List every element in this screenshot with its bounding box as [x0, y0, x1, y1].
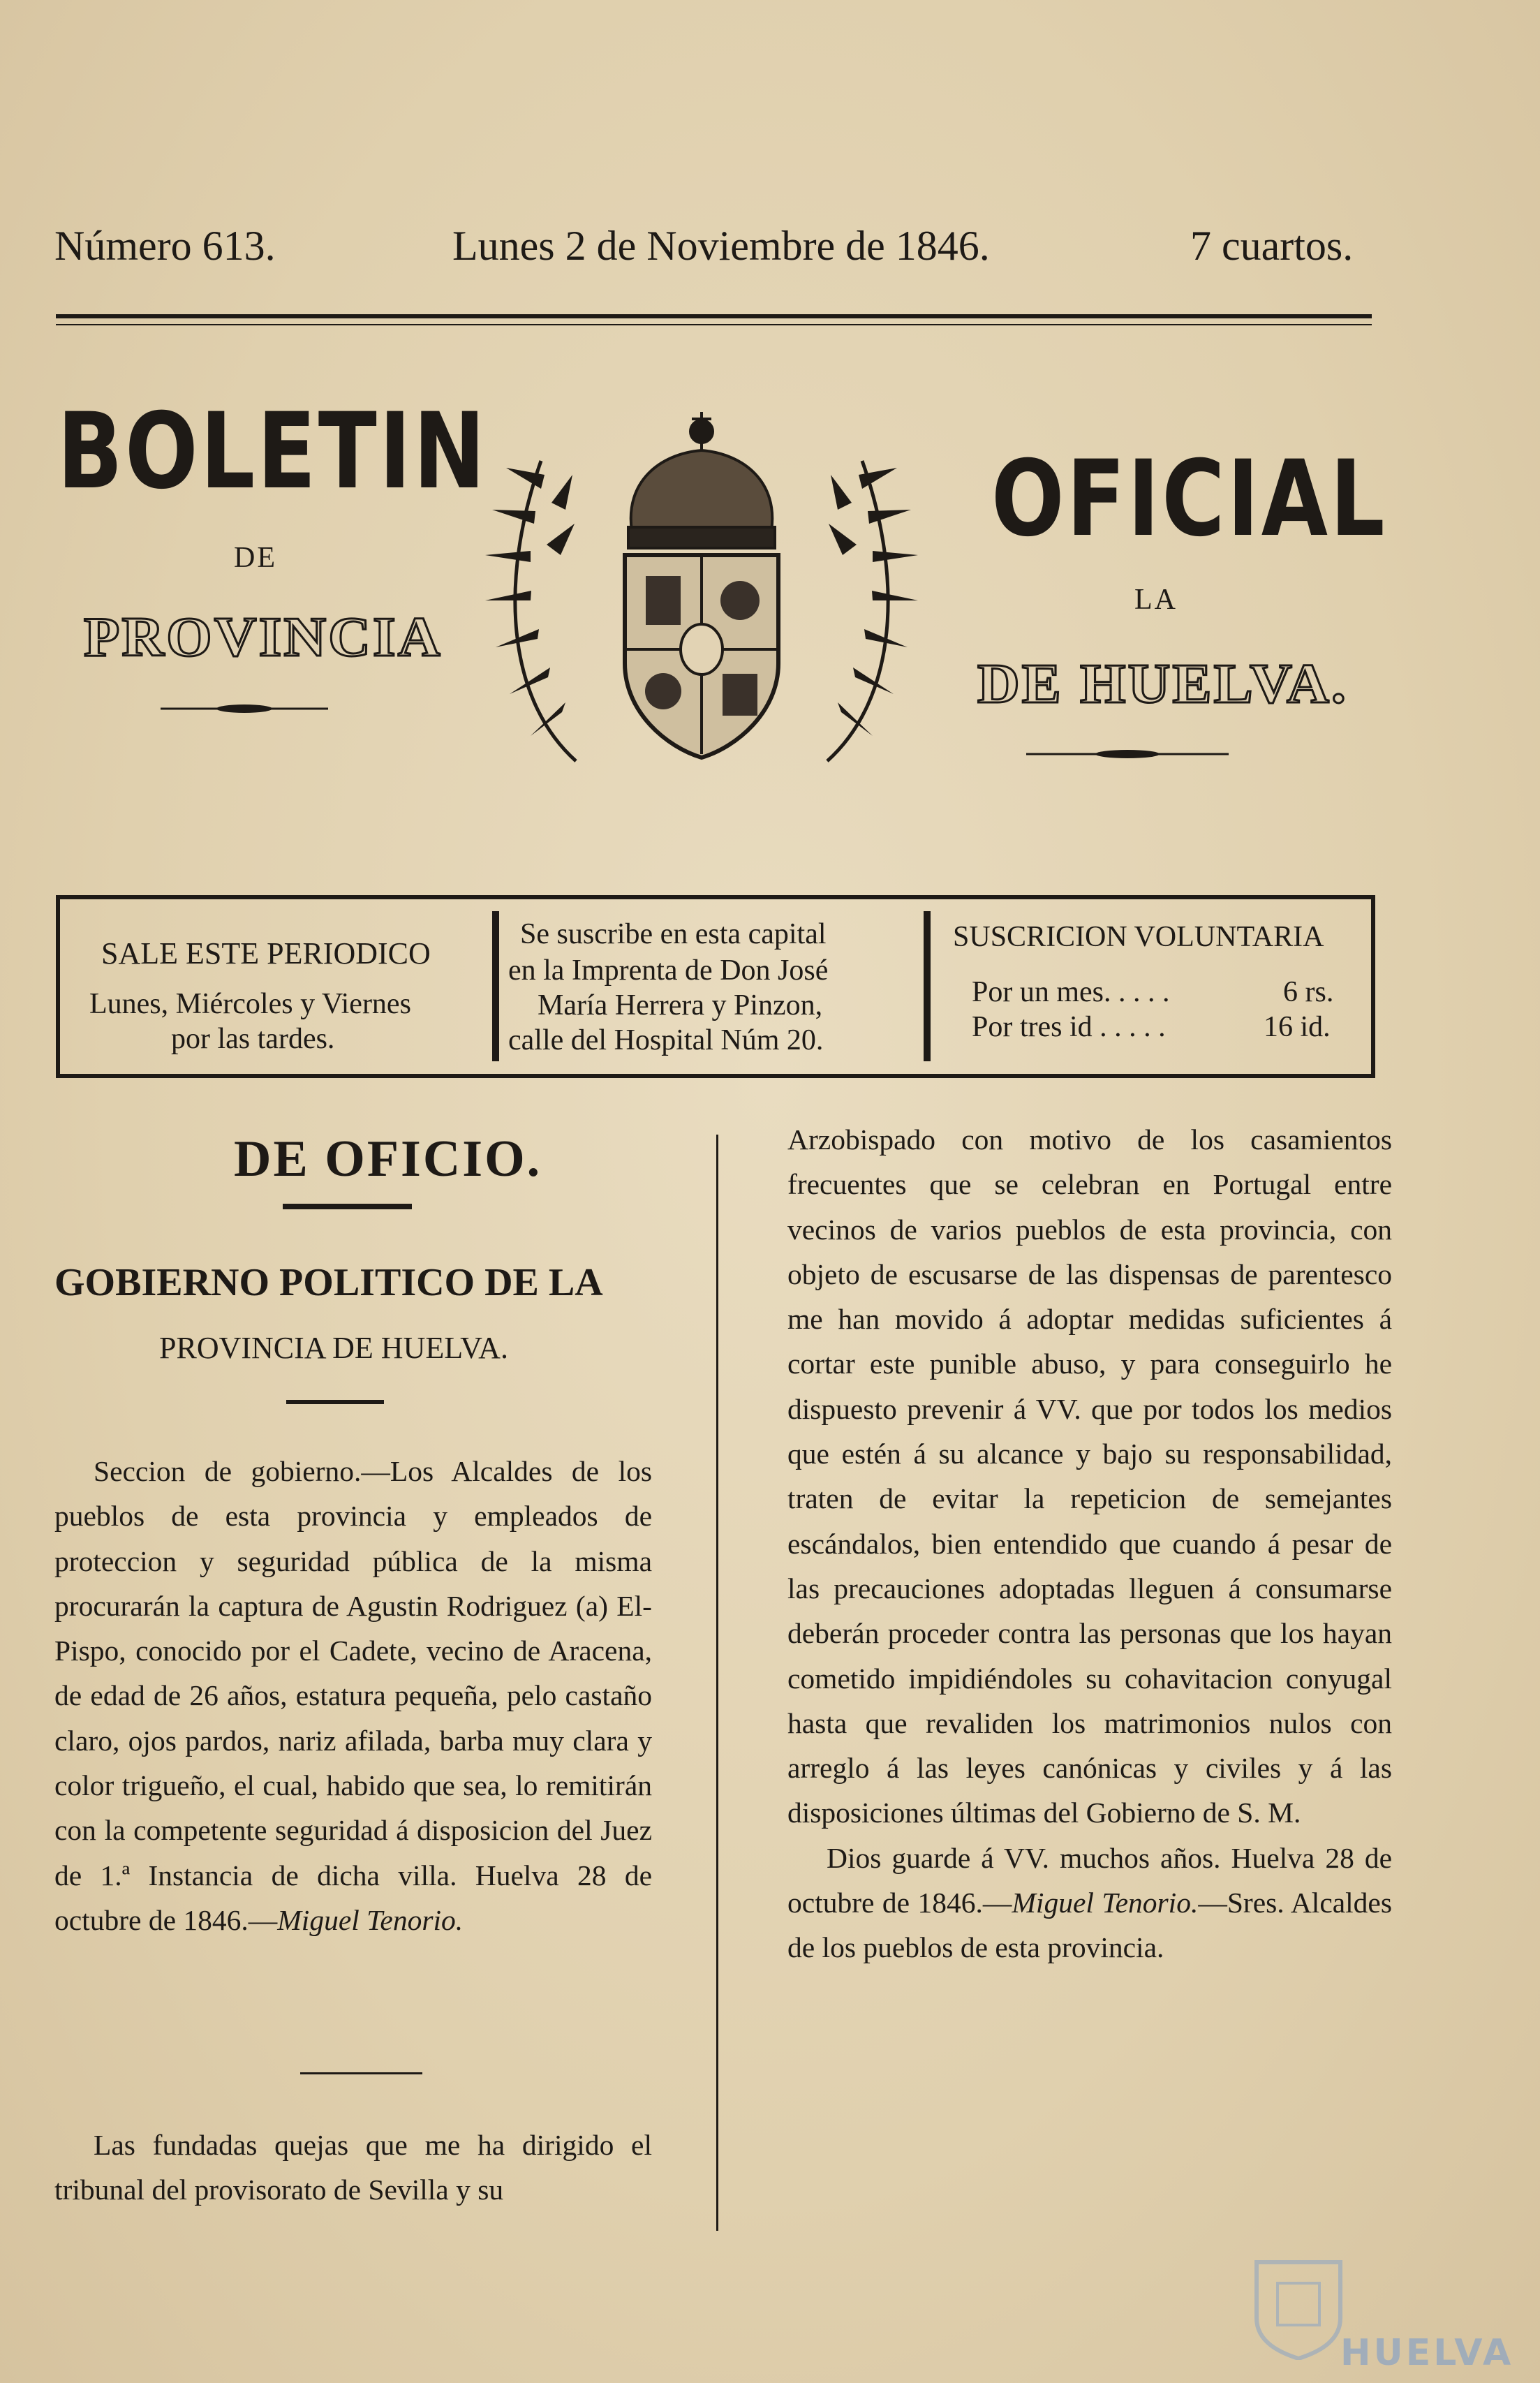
- issue-price: 7 cuartos.: [1190, 223, 1354, 269]
- masthead-provincia: PROVINCIA: [84, 607, 443, 668]
- right-article-para-1: Arzobispado con motivo de los casamientos frecuentes que se celebran en Portugal entre vecinos de varios pueblos de esta provincia, con objeto de escusarse de las dispensas de parentesco me han movido á adoptar medidas suficientes á cortar este punible abuso, y para conseguirlo he dispuesto prevenir á VV. que por todos los medios que estén á su alcance y bajo su responsabilidad, traten de evitar la repeticion de semejantes escándalos, bien entendido que cuando á pesar de las precauciones adoptadas lleguen á consumarse deberán proceder contra las personas que los hayan cometido impidiéndoles su cohavitacion conyugal hasta que revaliden los matrimonios nulos con arreglo á las leyes canónicas y civiles y á las disposiciones últimas del Gobierno de S. M.: [787, 1123, 1392, 1829]
- infobox-middle-line-3: María Herrera y Pinzon,: [538, 989, 823, 1021]
- archive-watermark-label: HUELVA: [1340, 2332, 1514, 2374]
- right-article-signature: Miguel Tenorio.: [1012, 1887, 1199, 1919]
- infobox-left-line-3: por las tardes.: [171, 1023, 335, 1055]
- infobox-rate-label-1: Por un mes. . . . .: [972, 976, 1170, 1008]
- gov-title: GOBIERNO POLITICO DE LA: [54, 1261, 603, 1304]
- infobox-left-rule: [56, 895, 60, 1078]
- right-article: [787, 1117, 1392, 1970]
- masthead-de-huelva: DE HUELVA.: [977, 654, 1349, 715]
- coat-of-arms-icon: [457, 398, 946, 789]
- infobox-middle-line-4: calle del Hospital Núm 20.: [508, 1024, 824, 1056]
- header-rule-bottom: [56, 324, 1372, 325]
- right-article-para-2: Dios guarde á VV. muchos años. Huelva 28 de octubre de 1846.—: [787, 1841, 1392, 1919]
- de-oficio-rule: [283, 1204, 412, 1209]
- masthead-la: LA: [1134, 584, 1178, 616]
- section-title-de-oficio: DE OFICIO.: [234, 1130, 542, 1188]
- infobox-bottom-rule: [56, 1074, 1375, 1078]
- infobox-left-line-2: Lunes, Miércoles y Viernes: [89, 988, 411, 1020]
- masthead-de: DE: [234, 542, 277, 574]
- issue-number: Número 613.: [54, 223, 276, 269]
- infobox-middle-line-2: en la Imprenta de Don José: [508, 954, 829, 987]
- left-article-1-signature: Miguel Tenorio.: [277, 1903, 464, 1936]
- left-article-2: [54, 2123, 652, 2213]
- masthead-boletin: BOLETIN: [57, 391, 488, 512]
- column-divider: [716, 1135, 718, 2231]
- infobox-rate-label-2: Por tres id . . . . .: [972, 1011, 1166, 1043]
- infobox-divider-1: [492, 911, 499, 1061]
- masthead-oficial: OFICIAL: [991, 438, 1387, 560]
- infobox-left-title: SALE ESTE PERIODICO: [101, 936, 431, 971]
- infobox-rate-value-2: 16 id.: [1264, 1011, 1331, 1043]
- right-article-para-2-end: —Sres. Alcaldes de los pueblos de esta provincia.: [787, 1887, 1393, 1964]
- infobox-rate-value-1: 6 rs.: [1283, 976, 1334, 1008]
- infobox-top-rule: [56, 895, 1375, 899]
- issue-date: Lunes 2 de Noviembre de 1846.: [452, 223, 990, 269]
- infobox-divider-2: [924, 911, 931, 1061]
- flourish-right-icon: [1026, 744, 1229, 765]
- left-article-2-text: Las fundadas quejas que me ha dirigido el tribunal del provisorato de Sevilla y su: [54, 2129, 652, 2206]
- archive-shield-icon: [1250, 2255, 1347, 2360]
- flourish-left-icon: [161, 698, 328, 719]
- infobox-middle-line-1: Se suscribe en esta capital: [520, 918, 827, 950]
- left-article-1-text: Seccion de gobierno.—Los Alcaldes de los pueblos de esta provincia y empleados de proteccion y seguridad pública de la misma procurarán la captura de Agustin Rodriguez (a) El-Pispo, conocido por el Cadete, vecino de Aracena, de edad de 26 años, estatura pequeña, pelo castaño claro, ojos pardos, nariz afilada, barba muy clara y color trigueño, el cual, habido que sea, lo remitirán con la competente seguridad á disposicion del Juez de 1.ª Instancia de dicha villa. Huelva 28 de octubre de 1846.—: [54, 1455, 652, 1936]
- left-article-1: [54, 1449, 652, 1942]
- infobox-right-rule: [1371, 895, 1375, 1078]
- article-separator: [300, 2072, 422, 2074]
- gov-title-rule: [286, 1400, 384, 1404]
- header-rule-top: [56, 314, 1372, 318]
- infobox-right-title: SUSCRICION VOLUNTARIA: [953, 921, 1324, 953]
- gov-subtitle: PROVINCIA DE HUELVA.: [159, 1331, 508, 1365]
